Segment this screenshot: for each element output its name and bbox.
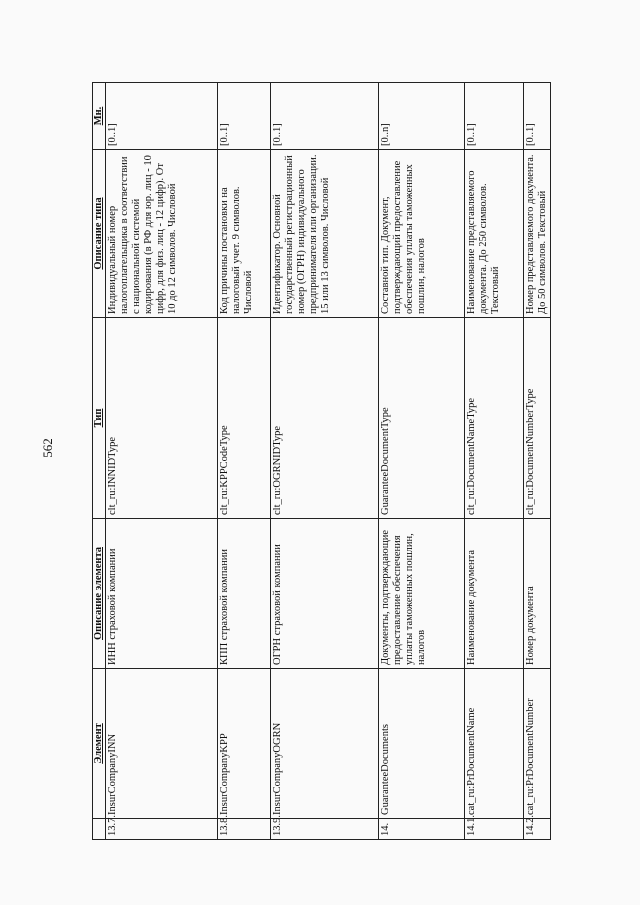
row-num: 13.8. <box>218 819 271 840</box>
row-type: clt_ru:DocumentNameType <box>465 318 524 519</box>
row-num: 13.7. <box>106 819 218 840</box>
row-element-description: Документы, подтверждающие предоставление обеспечения уплаты таможенных пошлин, налогов <box>379 519 465 669</box>
row-type-description: Код причины постановки на налоговый учет. 9 символов. Числовой <box>218 150 271 318</box>
row-multiplicity: [0..1] <box>465 83 524 150</box>
row-element: GuaranteeDocuments <box>379 669 465 819</box>
row-element: InsurCompanyINN <box>106 669 218 819</box>
table-row <box>465 83 524 840</box>
row-multiplicity: [0..1] <box>271 83 379 150</box>
row-element: cat_ru:PrDocumentNumber <box>524 669 551 819</box>
row-element: InsurCompanyKPP <box>218 669 271 819</box>
row-multiplicity: [0..1] <box>218 83 271 150</box>
row-type: clt_ru:OGRNIDType <box>271 318 379 519</box>
table-row <box>271 83 379 840</box>
row-element-description: ИНН страховой компании <box>106 519 218 669</box>
rotated-table-container <box>92 83 548 840</box>
table-row <box>524 83 551 840</box>
header-element: Элемент <box>93 669 106 819</box>
row-num: 14. <box>379 819 465 840</box>
table-header-row <box>93 83 106 840</box>
row-type-description: Индивидуальный номер налогоплательщика в соответствии с национальной системой кодирования (в РФ для юр. лиц - 10 цифр, для физ. лиц - 12 цифр). От 10 до 12 символов. Числовой <box>106 150 218 318</box>
row-type: clt_ru:INNIDType <box>106 318 218 519</box>
row-type-description: Номер представляемого документа. До 50 символов. Текстовый <box>524 150 551 318</box>
row-num: 14.2. <box>524 819 551 840</box>
header-multiplicity: Мн. <box>93 83 106 150</box>
header-type-description: Описание типа <box>93 150 106 318</box>
row-type: clt_ru:DocumentNumberType <box>524 318 551 519</box>
row-element-description: КПП страховой компании <box>218 519 271 669</box>
header-element-description: Описание элемента <box>93 519 106 669</box>
row-type: clt_ru:KPPCodeType <box>218 318 271 519</box>
header-num <box>93 819 106 840</box>
row-multiplicity: [0..n] <box>379 83 465 150</box>
row-multiplicity: [0..1] <box>106 83 218 150</box>
page-number: 562 <box>40 438 55 458</box>
table-row <box>106 83 218 840</box>
row-num: 14.1. <box>465 819 524 840</box>
row-element: InsurCompanyOGRN <box>271 669 379 819</box>
row-type-description: Наименование представляемого документа. До 250 символов. Текстовый <box>465 150 524 318</box>
row-num: 13.9. <box>271 819 379 840</box>
table-row <box>218 83 271 840</box>
row-element: cat_ru:PrDocumentName <box>465 669 524 819</box>
row-multiplicity: [0..1] <box>524 83 551 150</box>
element-spec-table <box>92 82 551 840</box>
row-type-description: Идентификатор. Основной государственный регистрационный номер (ОГРН) индивидуального предпринимателя или организации. 15 или 13 символов. Числовой <box>271 150 379 318</box>
row-element-description: ОГРН страховой компании <box>271 519 379 669</box>
row-element-description: Наименование документа <box>465 519 524 669</box>
table-row <box>379 83 465 840</box>
row-type-description: Составной тип. Документ, подтверждающий предоставление обеспечения уплаты таможенных пошлин, налогов <box>379 150 465 318</box>
row-type: GuaranteeDocumentType <box>379 318 465 519</box>
header-type: Тип <box>93 318 106 519</box>
row-element-description: Номер документа <box>524 519 551 669</box>
